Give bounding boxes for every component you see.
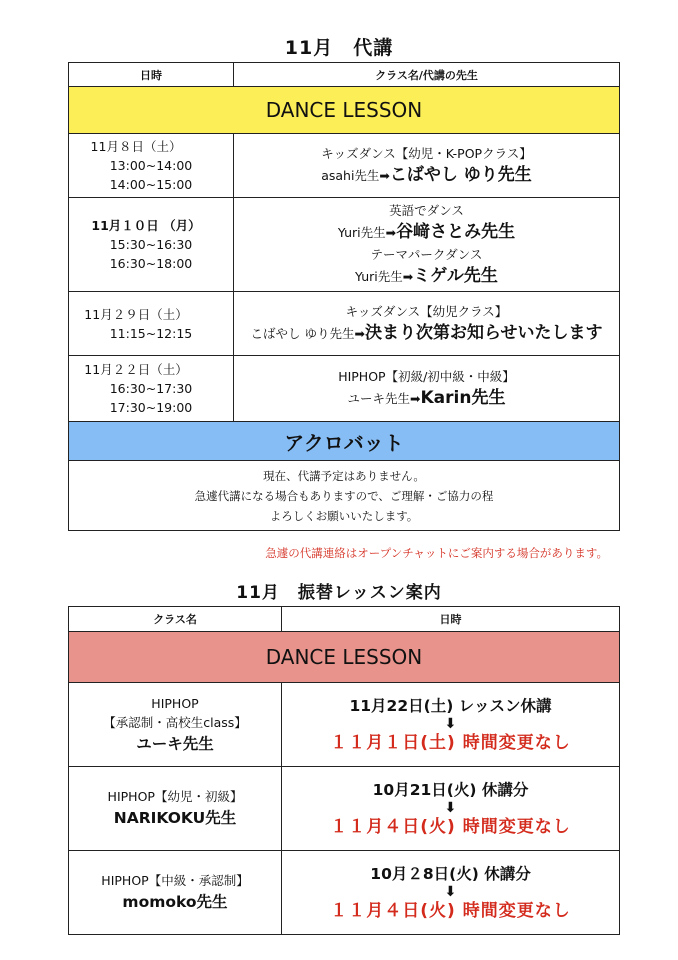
- date-cell: [69, 198, 234, 292]
- acrobat-notes: [69, 461, 620, 531]
- from-teacher: ユーキ先生➡: [347, 390, 421, 406]
- note-line: 現在、代講予定はありません。: [263, 468, 425, 483]
- note-line: 急遽代講になる場合もありますので、ご理解・ご協力の程: [194, 488, 494, 503]
- makeup-date: １１月４日(火) 時間変更なし: [330, 900, 571, 921]
- down-arrow-icon: ⬇: [444, 715, 457, 732]
- section2-title: 11月 振替レッスン案内: [236, 583, 442, 603]
- note-line: よろしくお願いいたします。: [269, 508, 419, 523]
- teacher-name: NARIKOKU先生: [113, 809, 237, 827]
- header-datetime: 日時: [69, 63, 234, 87]
- header-class: クラス名: [69, 607, 282, 632]
- class-cell: [69, 767, 282, 851]
- teacher-change: [234, 386, 619, 411]
- to-teacher: こばやし ゆり先生: [389, 164, 532, 185]
- original-date: 10月21日(火) 休講分: [372, 780, 529, 799]
- date-cell: [69, 292, 234, 356]
- makeup-date: １１月４日(火) 時間変更なし: [330, 816, 571, 837]
- date: 11月２９日（土）: [84, 306, 188, 322]
- from-teacher: Yuri先生➡: [337, 224, 397, 240]
- teacher-name: ユーキ先生: [136, 734, 214, 753]
- acrobat-band: アクロバット: [69, 422, 620, 461]
- from-teacher: asahi先生➡: [321, 167, 390, 183]
- class-name: キッズダンス【幼児・K-POPクラス】: [321, 145, 532, 161]
- teacher-change: [234, 220, 619, 245]
- to-teacher: 決まり次第お知らせいたします: [364, 322, 603, 343]
- class-cell: [69, 851, 282, 935]
- dance-lesson-band: DANCE LESSON: [69, 87, 620, 134]
- time: 13:00~14:00: [109, 158, 193, 173]
- footnote: 急遽の代講連絡はオープンチャットにご案内する場合があります。: [265, 546, 608, 560]
- class-name: HIPHOP: [151, 695, 199, 711]
- time: 16:30~18:00: [109, 256, 193, 271]
- class-name: 英語でダンス: [389, 202, 464, 218]
- schedule-cell: [282, 851, 620, 935]
- teacher-change: [234, 321, 619, 346]
- from-teacher: こばやし ゆり先生➡: [250, 325, 365, 341]
- class-name: HIPHOP【幼児・初級】: [107, 789, 243, 804]
- date: 11月２２日（土）: [84, 362, 188, 377]
- date: 11月８日（土）: [90, 139, 182, 154]
- header-class-teacher: クラス名/代講の先生: [234, 63, 620, 87]
- makeup-table: [68, 606, 620, 935]
- teacher-change: [234, 163, 619, 188]
- class-cell: [234, 198, 620, 292]
- schedule-cell: [282, 767, 620, 851]
- original-date: 11月22日(土) レッスン休講: [349, 696, 552, 715]
- makeup-date: １１月１日(土) 時間変更なし: [330, 732, 571, 753]
- class-cell: [234, 292, 620, 356]
- teacher-name: momoko先生: [122, 893, 228, 911]
- to-teacher: ミゲル先生: [413, 265, 498, 286]
- substitute-table: [68, 62, 620, 531]
- class-cell: [234, 356, 620, 422]
- time: 15:30~16:30: [109, 237, 193, 252]
- time: 17:30~19:00: [109, 400, 193, 415]
- class-name: 【承認制・高校生class】: [103, 714, 247, 730]
- time: 11:15~12:15: [109, 325, 193, 341]
- header-datetime: 日時: [282, 607, 620, 632]
- class-name: テーマパークダンス: [370, 246, 483, 262]
- down-arrow-icon: ⬇: [444, 799, 457, 816]
- section1-title: 11月 代講: [284, 37, 394, 59]
- from-teacher: Yuri先生➡: [355, 268, 414, 284]
- date: 11月１０日 （月）: [91, 218, 201, 233]
- class-name: HIPHOP【中級・承認制】: [101, 873, 249, 888]
- teacher-change: [234, 264, 619, 289]
- class-cell: [69, 683, 282, 767]
- original-date: 10月２8日(火) 休講分: [370, 864, 531, 883]
- date-cell: [69, 356, 234, 422]
- class-cell: [234, 134, 620, 198]
- down-arrow-icon: ⬇: [444, 883, 457, 900]
- to-teacher: Karin先生: [420, 387, 506, 408]
- time: 16:30~17:30: [109, 381, 193, 396]
- class-name: HIPHOP【初級/初中級・中級】: [338, 368, 515, 384]
- schedule-cell: [282, 683, 620, 767]
- time: 14:00~15:00: [109, 177, 193, 192]
- date-cell: [69, 134, 234, 198]
- to-teacher: 谷﨑さとみ先生: [396, 221, 516, 242]
- class-name: キッズダンス【幼児クラス】: [345, 303, 508, 319]
- dance-lesson-band: DANCE LESSON: [69, 632, 620, 683]
